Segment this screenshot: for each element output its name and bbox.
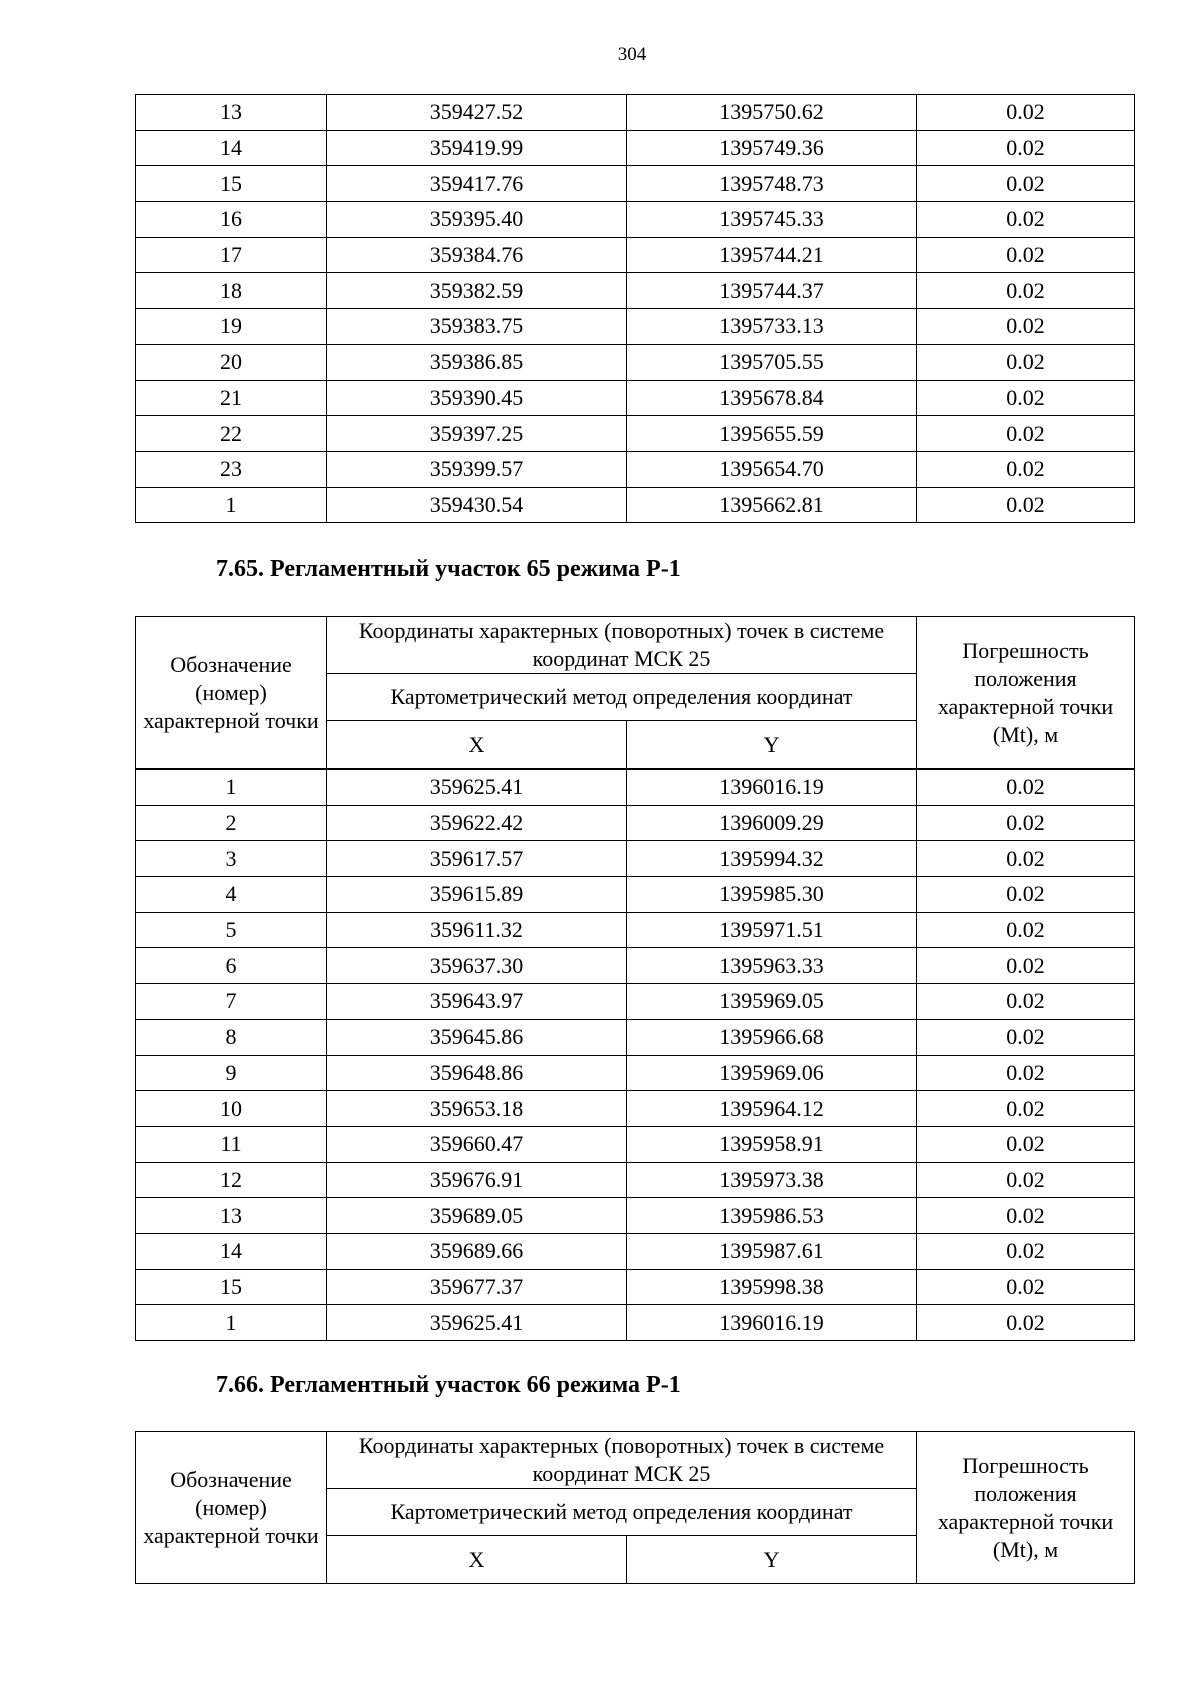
point-number-cell: 13 [136, 95, 327, 131]
y-coordinate-cell: 1395994.32 [627, 841, 917, 877]
x-coordinate-cell: 359637.30 [327, 948, 627, 984]
error-cell: 0.02 [917, 948, 1135, 984]
y-coordinate-cell: 1395958.91 [627, 1126, 917, 1162]
header-error: Погрешность положения характерной точки (Mt), м [917, 1432, 1135, 1584]
header-point-designation: Обозначение (номер) характерной точки [136, 617, 327, 769]
error-cell: 0.02 [917, 912, 1135, 948]
error-cell: 0.02 [917, 416, 1135, 452]
x-coordinate-cell: 359427.52 [327, 95, 627, 131]
table-row [136, 1233, 1135, 1269]
point-number-cell: 10 [136, 1091, 327, 1127]
y-coordinate-cell: 1395662.81 [627, 487, 917, 523]
error-cell: 0.02 [917, 841, 1135, 877]
x-coordinate-cell: 359643.97 [327, 984, 627, 1020]
point-number-cell: 13 [136, 1198, 327, 1234]
y-coordinate-cell: 1395986.53 [627, 1198, 917, 1234]
table-row [136, 130, 1135, 166]
header-x: X [327, 721, 627, 769]
table-row [136, 1055, 1135, 1091]
x-coordinate-cell: 359419.99 [327, 130, 627, 166]
y-coordinate-cell: 1395971.51 [627, 912, 917, 948]
point-number-cell: 23 [136, 451, 327, 487]
error-cell: 0.02 [917, 95, 1135, 131]
table-row [136, 166, 1135, 202]
table-row [136, 1162, 1135, 1198]
table-row [136, 1126, 1135, 1162]
point-number-cell: 1 [136, 1305, 327, 1341]
point-number-cell: 17 [136, 237, 327, 273]
point-number-cell: 22 [136, 416, 327, 452]
x-coordinate-cell: 359689.66 [327, 1233, 627, 1269]
error-cell: 0.02 [917, 1305, 1135, 1341]
point-number-cell: 2 [136, 805, 327, 841]
point-number-cell: 20 [136, 344, 327, 380]
point-number-cell: 9 [136, 1055, 327, 1091]
header-y: Y [627, 721, 917, 769]
table-row [136, 1019, 1135, 1055]
coordinates-table-continued [135, 94, 1135, 523]
x-coordinate-cell: 359386.85 [327, 344, 627, 380]
error-cell: 0.02 [917, 1162, 1135, 1198]
y-coordinate-cell: 1396016.19 [627, 1305, 917, 1341]
x-coordinate-cell: 359653.18 [327, 1091, 627, 1127]
y-coordinate-cell: 1395966.68 [627, 1019, 917, 1055]
error-cell: 0.02 [917, 344, 1135, 380]
table-row [136, 1305, 1135, 1341]
x-coordinate-cell: 359430.54 [327, 487, 627, 523]
y-coordinate-cell: 1395678.84 [627, 380, 917, 416]
x-coordinate-cell: 359384.76 [327, 237, 627, 273]
x-coordinate-cell: 359622.42 [327, 805, 627, 841]
table-body [136, 95, 1135, 523]
table-header-66 [135, 1431, 1135, 1584]
x-coordinate-cell: 359615.89 [327, 877, 627, 913]
y-coordinate-cell: 1395744.37 [627, 273, 917, 309]
table-row [136, 912, 1135, 948]
x-coordinate-cell: 359617.57 [327, 841, 627, 877]
x-coordinate-cell: 359383.75 [327, 309, 627, 345]
point-number-cell: 12 [136, 1162, 327, 1198]
x-coordinate-cell: 359417.76 [327, 166, 627, 202]
point-number-cell: 16 [136, 202, 327, 238]
table-row [136, 487, 1135, 523]
coordinates-table-65 [135, 769, 1135, 1341]
y-coordinate-cell: 1395964.12 [627, 1091, 917, 1127]
page-number: 304 [617, 44, 647, 65]
table-row [136, 202, 1135, 238]
x-coordinate-cell: 359397.25 [327, 416, 627, 452]
error-cell: 0.02 [917, 770, 1135, 806]
error-cell: 0.02 [917, 130, 1135, 166]
y-coordinate-cell: 1396009.29 [627, 805, 917, 841]
x-coordinate-cell: 359399.57 [327, 451, 627, 487]
y-coordinate-cell: 1395987.61 [627, 1233, 917, 1269]
table-body [136, 770, 1135, 1341]
table-row [136, 1091, 1135, 1127]
table-row [136, 95, 1135, 131]
error-cell: 0.02 [917, 487, 1135, 523]
y-coordinate-cell: 1395749.36 [627, 130, 917, 166]
header-method: Картометрический метод определения координат [327, 1489, 917, 1536]
point-number-cell: 8 [136, 1019, 327, 1055]
x-coordinate-cell: 359677.37 [327, 1269, 627, 1305]
table-row [136, 948, 1135, 984]
table-row [136, 416, 1135, 452]
header-coordinates: Координаты характерных (поворотных) точек в системе координат МСК 25 [327, 1432, 917, 1489]
point-number-cell: 18 [136, 273, 327, 309]
point-number-cell: 3 [136, 841, 327, 877]
table-row [136, 984, 1135, 1020]
y-coordinate-cell: 1395744.21 [627, 237, 917, 273]
point-number-cell: 15 [136, 166, 327, 202]
x-coordinate-cell: 359689.05 [327, 1198, 627, 1234]
error-cell: 0.02 [917, 1233, 1135, 1269]
y-coordinate-cell: 1395733.13 [627, 309, 917, 345]
error-cell: 0.02 [917, 1019, 1135, 1055]
error-cell: 0.02 [917, 805, 1135, 841]
y-coordinate-cell: 1395705.55 [627, 344, 917, 380]
x-coordinate-cell: 359648.86 [327, 1055, 627, 1091]
error-cell: 0.02 [917, 1091, 1135, 1127]
table-row [136, 344, 1135, 380]
error-cell: 0.02 [917, 237, 1135, 273]
x-coordinate-cell: 359390.45 [327, 380, 627, 416]
point-number-cell: 11 [136, 1126, 327, 1162]
section-title-65: 7.65. Регламентный участок 65 режима Р-1 [216, 556, 681, 582]
y-coordinate-cell: 1395969.06 [627, 1055, 917, 1091]
error-cell: 0.02 [917, 984, 1135, 1020]
error-cell: 0.02 [917, 1198, 1135, 1234]
y-coordinate-cell: 1395985.30 [627, 877, 917, 913]
error-cell: 0.02 [917, 877, 1135, 913]
x-coordinate-cell: 359625.41 [327, 770, 627, 806]
y-coordinate-cell: 1395750.62 [627, 95, 917, 131]
x-coordinate-cell: 359625.41 [327, 1305, 627, 1341]
table-row [136, 1269, 1135, 1305]
y-coordinate-cell: 1395973.38 [627, 1162, 917, 1198]
point-number-cell: 6 [136, 948, 327, 984]
x-coordinate-cell: 359395.40 [327, 202, 627, 238]
table-row [136, 237, 1135, 273]
error-cell: 0.02 [917, 273, 1135, 309]
point-number-cell: 21 [136, 380, 327, 416]
point-number-cell: 5 [136, 912, 327, 948]
x-coordinate-cell: 359611.32 [327, 912, 627, 948]
header-y: Y [627, 1536, 917, 1584]
table-row [136, 770, 1135, 806]
point-number-cell: 1 [136, 487, 327, 523]
y-coordinate-cell: 1395654.70 [627, 451, 917, 487]
table-row [136, 451, 1135, 487]
error-cell: 0.02 [917, 202, 1135, 238]
error-cell: 0.02 [917, 309, 1135, 345]
x-coordinate-cell: 359382.59 [327, 273, 627, 309]
table-row [136, 1198, 1135, 1234]
header-method: Картометрический метод определения координат [327, 674, 917, 721]
point-number-cell: 7 [136, 984, 327, 1020]
y-coordinate-cell: 1395745.33 [627, 202, 917, 238]
x-coordinate-cell: 359676.91 [327, 1162, 627, 1198]
point-number-cell: 1 [136, 770, 327, 806]
x-coordinate-cell: 359660.47 [327, 1126, 627, 1162]
header-error: Погрешность положения характерной точки (Mt), м [917, 617, 1135, 769]
point-number-cell: 4 [136, 877, 327, 913]
table-row [136, 309, 1135, 345]
header-coordinates: Координаты характерных (поворотных) точек в системе координат МСК 25 [327, 617, 917, 674]
table-row [136, 273, 1135, 309]
header-x: X [327, 1536, 627, 1584]
error-cell: 0.02 [917, 1269, 1135, 1305]
y-coordinate-cell: 1395655.59 [627, 416, 917, 452]
y-coordinate-cell: 1395963.33 [627, 948, 917, 984]
table-row [136, 841, 1135, 877]
y-coordinate-cell: 1395748.73 [627, 166, 917, 202]
header-point-designation: Обозначение (номер) характерной точки [136, 1432, 327, 1584]
y-coordinate-cell: 1395998.38 [627, 1269, 917, 1305]
table-row [136, 805, 1135, 841]
x-coordinate-cell: 359645.86 [327, 1019, 627, 1055]
error-cell: 0.02 [917, 1055, 1135, 1091]
error-cell: 0.02 [917, 166, 1135, 202]
section-title-66: 7.66. Регламентный участок 66 режима Р-1 [216, 1372, 681, 1398]
point-number-cell: 19 [136, 309, 327, 345]
point-number-cell: 14 [136, 1233, 327, 1269]
error-cell: 0.02 [917, 1126, 1135, 1162]
point-number-cell: 15 [136, 1269, 327, 1305]
y-coordinate-cell: 1396016.19 [627, 770, 917, 806]
error-cell: 0.02 [917, 451, 1135, 487]
table-header-65 [135, 616, 1135, 769]
table-row [136, 380, 1135, 416]
y-coordinate-cell: 1395969.05 [627, 984, 917, 1020]
table-row [136, 877, 1135, 913]
error-cell: 0.02 [917, 380, 1135, 416]
point-number-cell: 14 [136, 130, 327, 166]
